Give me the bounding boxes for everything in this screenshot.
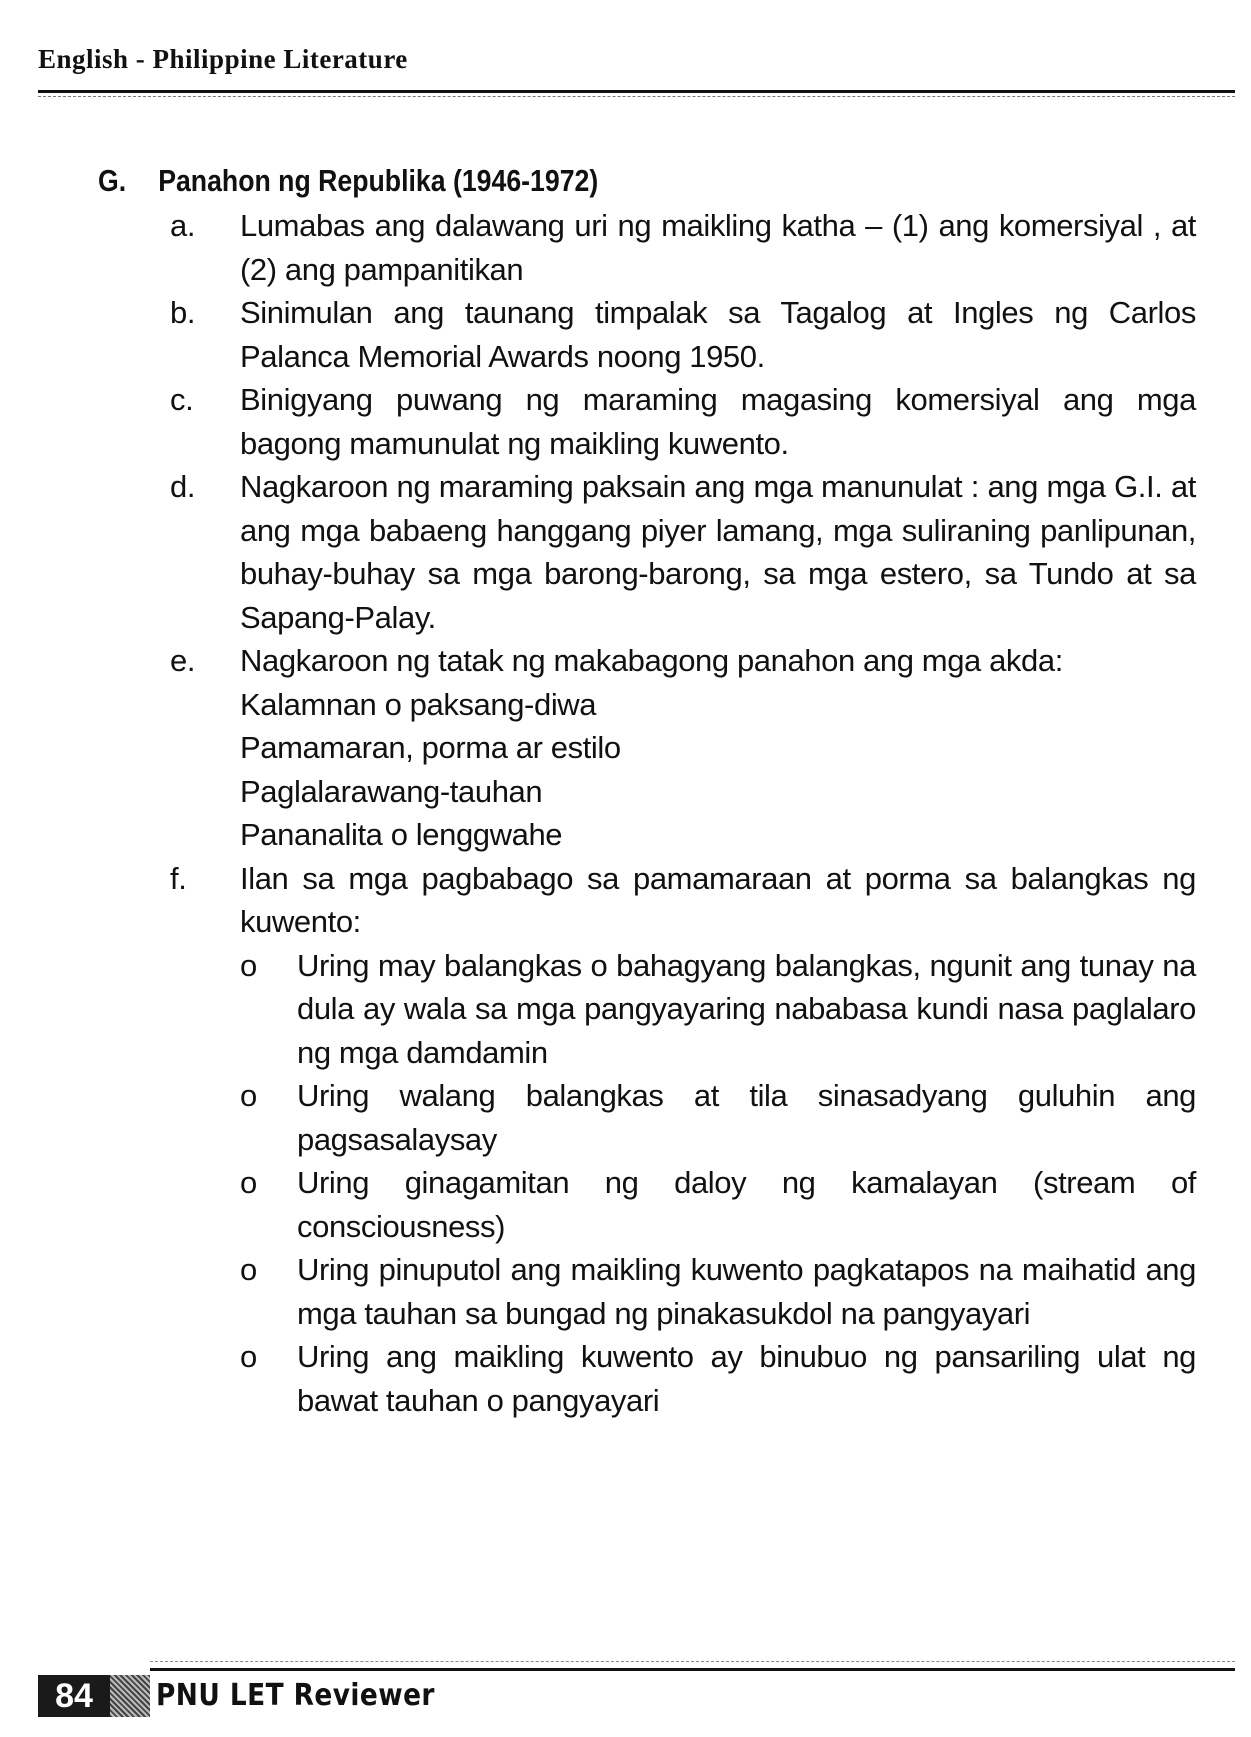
aspect-line: Pamamaran, porma ar estilo	[240, 730, 621, 765]
item-text: Nagkaroon ng tatak ng makabagong panahon ang mga akda:	[240, 643, 1063, 678]
page-number: 84	[38, 1675, 110, 1717]
item-marker: c.	[170, 382, 194, 417]
bullet-marker: o	[240, 1165, 257, 1200]
list-item-d	[98, 465, 1196, 639]
aspect-line: Paglalarawang-tauhan	[240, 773, 543, 809]
header-rule-dashed	[38, 96, 1235, 97]
item-text: Binigyang puwang ng maraming magasing komersiyal ang mga bagong mamunulat ng maikling kuwento.	[240, 382, 1196, 461]
footer-rule-dashed	[150, 1661, 1235, 1662]
bullet-text: Uring pinuputol ang maikling kuwento pagkatapos na maihatid ang mga tauhan sa bungad ng pinakasukdol na pangyayari	[297, 1252, 1196, 1331]
page-number-shade	[110, 1675, 150, 1717]
section-heading	[98, 160, 1042, 202]
footer-title: PNU LET Reviewer	[156, 1678, 435, 1713]
item-text: Ilan sa mga pagbabago sa pamamaraan at porma sa balangkas ng kuwento:	[240, 860, 1196, 939]
item-text: Lumabas ang dalawang uri ng maikling katha – (1) ang komersiyal , at (2) ang pampanitikan	[240, 208, 1196, 287]
aspect-line: Pananalita o lenggwahe	[240, 817, 563, 852]
bullet-text: Uring ang maikling kuwento ay binubuo ng pansariling ulat ng bawat tauhan o pangyayari	[297, 1339, 1196, 1418]
bullet-item	[240, 1161, 1196, 1248]
item-marker: e.	[170, 643, 196, 678]
footer-rule	[150, 1668, 1235, 1671]
item-marker: d.	[170, 469, 196, 504]
bullet-item	[240, 1248, 1196, 1335]
item-marker: a.	[170, 208, 196, 243]
bullet-list	[240, 944, 1196, 1423]
bullet-marker: o	[240, 1339, 257, 1374]
bullet-item	[240, 1335, 1196, 1422]
item-list	[98, 204, 1196, 1422]
bullet-text: Uring may balangkas o bahagyang balangkas, ngunit ang tunay na dula ay wala sa mga pangyayaring nababasa kundi nasa paglalaro ng mga damdamin	[297, 947, 1196, 1070]
list-item-a	[98, 204, 1196, 291]
list-item-f	[98, 857, 1196, 1423]
bullet-item	[240, 944, 1196, 1075]
section-g	[98, 160, 1196, 1422]
aspect-line: Kalamnan o paksang-diwa	[240, 686, 597, 722]
section-title: Panahon ng Republika (1946-1972)	[158, 163, 599, 198]
section-letter: G.	[98, 163, 127, 198]
bullet-text: Uring ginagamitan ng daloy ng kamalayan (stream of consciousness)	[297, 1165, 1196, 1244]
list-item-e	[98, 639, 1196, 857]
item-marker: f.	[170, 860, 187, 896]
bullet-marker: o	[240, 1252, 257, 1287]
item-text: Nagkaroon ng maraming paksain ang mga manunulat : ang mga G.I. at ang mga babaeng hanggang piyer lamang, mga suliraning panlipunan, buhay-buhay sa mga barong-barong, sa mga estero, sa Tundo at sa Sapang-Palay.	[240, 469, 1196, 635]
bullet-marker: o	[240, 947, 257, 983]
bullet-text: Uring walang balangkas at tila sinasadyang guluhin ang pagsasalaysay	[297, 1078, 1196, 1157]
aspect-list	[240, 683, 1196, 857]
item-marker: b.	[170, 295, 196, 330]
list-item-b	[98, 291, 1196, 378]
bullet-item	[240, 1074, 1196, 1161]
header-rule	[38, 90, 1235, 93]
running-header: English - Philippine Literature	[38, 44, 408, 74]
item-text: Sinimulan ang taunang timpalak sa Tagalog at Ingles ng Carlos Palanca Memorial Awards noong 1950.	[240, 295, 1196, 374]
bullet-marker: o	[240, 1078, 257, 1113]
list-item-c	[98, 378, 1196, 465]
